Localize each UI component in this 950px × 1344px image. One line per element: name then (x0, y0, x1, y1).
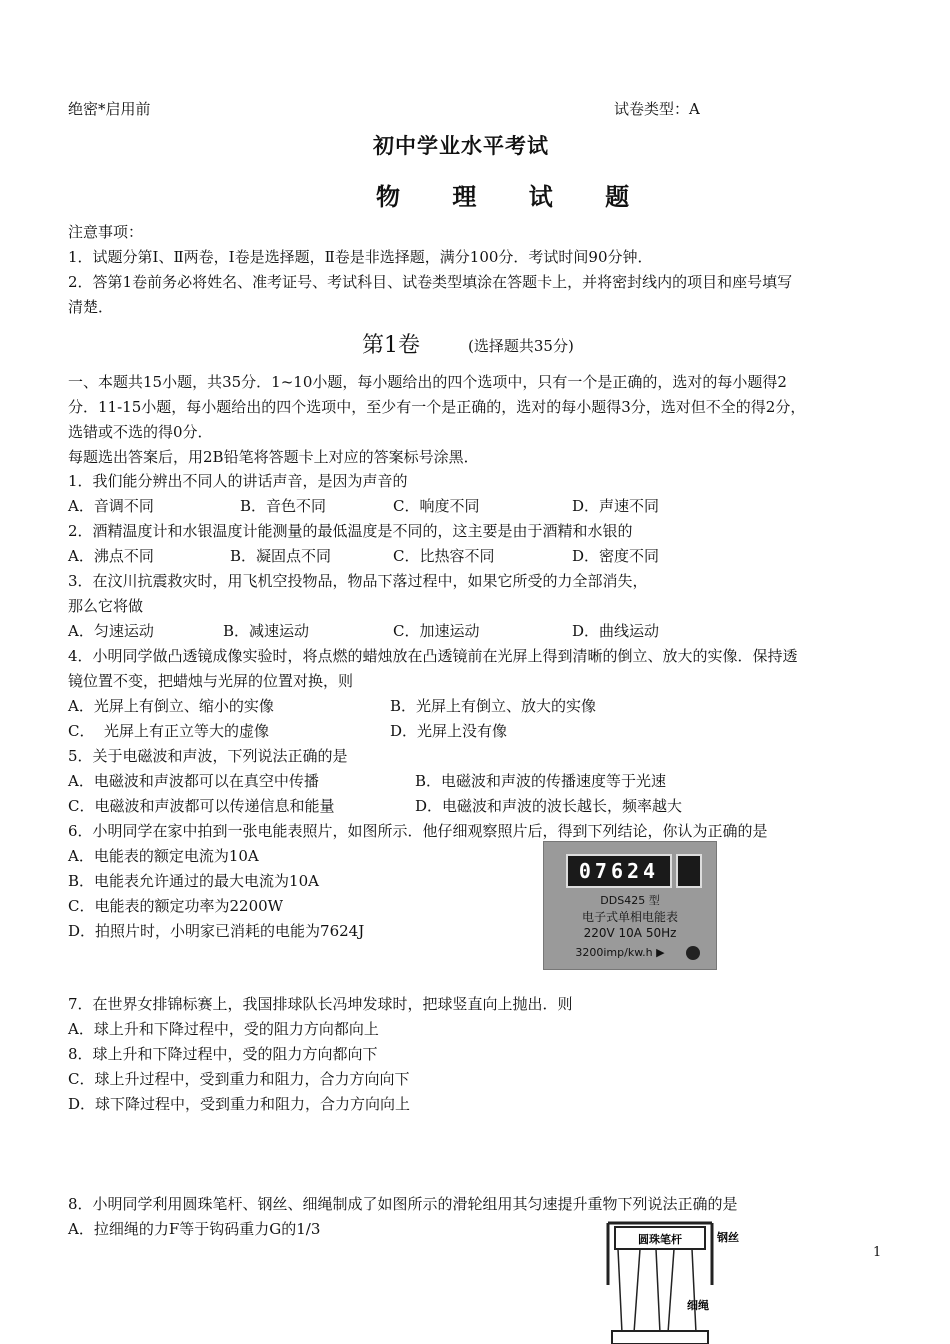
q1-option-c: C．响度不同 (393, 497, 480, 515)
paper-type-label: 试卷类型：A (614, 100, 700, 118)
q7-stem: 7．在世界女排锦标赛上，我国排球队长冯坤发球时，把球竖直向上抛出．则 (68, 995, 573, 1013)
q3-stem-cont: 那么它将做 (68, 597, 144, 615)
q7-option-b: 8．球上升和下降过程中，受的阻力方向都向下 (68, 1045, 378, 1063)
q5-option-d: D．电磁波和声波的波长越长，频率越大 (415, 797, 683, 815)
q4-stem: 4．小明同学做凸透镜成像实验时，将点燃的蜡烛放在凸透镜前在光屏上得到清晰的倒立、放大的实像．保持透 (68, 647, 798, 665)
pen-barrel-bottom (612, 1331, 708, 1344)
q2-stem: 2．酒精温度计和水银温度计能测量的最低温度是不同的，这主要是由于酒精和水银的 (68, 522, 633, 540)
q4-option-c: C． 光屏上有正立等大的虚像 (68, 722, 270, 740)
volume-note: (选择题共35分) (468, 337, 574, 355)
meter-rating: 220V 10A 50Hz (583, 926, 677, 940)
q6-option-b: B．电能表允许通过的最大电流为10A (68, 872, 319, 890)
q6-stem: 6．小明同学在家中拍到一张电能表照片，如图所示．他仔细观察照片后，得到下列结论，你认为正确的是 (68, 822, 768, 840)
meter-name: 电子式单相电能表 (581, 910, 678, 924)
volume-label: 第1卷 (362, 333, 420, 358)
meter-indicator-icon (686, 946, 700, 960)
meter-unit-window (676, 854, 702, 888)
q5-option-b: B．电磁波和声波的传播速度等于光速 (415, 772, 667, 790)
q1-option-a: A．音调不同 (68, 497, 154, 515)
subject-title: 物 理 试 题 (376, 182, 652, 211)
q5-option-a: A．电磁波和声波都可以在真空中传播 (68, 772, 319, 790)
rope-4 (668, 1249, 674, 1333)
q3-option-c: C．加速运动 (393, 622, 480, 640)
section-instruction-2: 分．11-15小题，每小题给出的四个选项中，至少有一个是正确的，选对的每小题得3分，选对但不全的得2分， (68, 398, 806, 416)
notice-heading: 注意事项： (68, 223, 144, 241)
q1-option-d: D．声速不同 (572, 497, 660, 515)
q7-option-d: D．球下降过程中，受到重力和阻力，合力方向向上 (68, 1095, 411, 1113)
notice-item-2-cont: 清楚． (68, 298, 114, 316)
q2-option-c: C．比热容不同 (393, 547, 495, 565)
meter-constant: 3200imp/kw.h ▶ (575, 946, 665, 959)
q4-option-b: B．光屏上有倒立、放大的实像 (390, 697, 597, 715)
meter-reading: 07624 (566, 854, 672, 888)
rope-5 (692, 1249, 696, 1333)
section-instruction-3: 选错或不选的得0分． (68, 423, 213, 441)
meter-model: DDS425 型 (600, 894, 660, 907)
rope-1 (618, 1249, 622, 1333)
q4-stem-cont: 镜位置不变，把蜡烛与光屏的位置对换，则 (68, 672, 354, 690)
q3-stem: 3．在汶川抗震救灾时，用飞机空投物品，物品下落过程中，如果它所受的力全部消失， (68, 572, 648, 590)
q1-option-b: B．音色不同 (240, 497, 327, 515)
q6-option-a: A．电能表的额定电流为10A (68, 847, 259, 865)
exam-title: 初中学业水平考试 (373, 133, 549, 158)
rope-label: 细绳 (687, 1299, 709, 1312)
q7-option-a: A．球上升和下降过程中，受的阻力方向都向上 (68, 1020, 379, 1038)
q8-stem: 8．小明同学利用圆珠笔杆、钢丝、细绳制成了如图所示的滑轮组用其匀速提升重物下列说法正确的是 (68, 1195, 738, 1213)
electric-meter-photo (543, 841, 717, 970)
q3-option-d: D．曲线运动 (572, 622, 660, 640)
pulley-figure (600, 1215, 750, 1344)
q7-option-c: C．球上升过程中，受到重力和阻力，合力方向向下 (68, 1070, 410, 1088)
q3-option-a: A．匀速运动 (68, 622, 154, 640)
page-number: 1 (873, 1245, 882, 1260)
rope-2 (634, 1249, 640, 1333)
q2-option-a: A．沸点不同 (68, 547, 154, 565)
secrecy-label: 绝密*启用前 (68, 100, 151, 118)
q8-option-a: A．拉细绳的力F等于钩码重力G的1/3 (68, 1220, 321, 1238)
wire-label: 钢丝 (717, 1231, 739, 1244)
q5-option-c: C．电磁波和声波都可以传递信息和能量 (68, 797, 335, 815)
pen-label: 圆珠笔杆 (638, 1233, 682, 1246)
q2-option-d: D．密度不同 (572, 547, 660, 565)
notice-item-1: 1．试题分第Ⅰ、Ⅱ两卷，I卷是选择题，Ⅱ卷是非选择题，满分100分．考试时间90分钟． (68, 248, 653, 266)
section-instruction-1: 一、本题共15小题，共35分．1~10小题，每小题给出的四个选项中，只有一个是正确的，选对的每小题得2 (68, 373, 787, 391)
section-instruction-4: 每题选出答案后，用2B铅笔将答题卡上对应的答案标号涂黑． (68, 448, 479, 466)
q4-option-a: A．光屏上有倒立、缩小的实像 (68, 697, 274, 715)
q4-option-d: D．光屏上没有像 (390, 722, 508, 740)
q6-option-d: D．拍照片时，小明家已消耗的电能为7624J (68, 922, 365, 940)
q3-option-b: B．减速运动 (223, 622, 310, 640)
q5-stem: 5．关于电磁波和声波，下列说法正确的是 (68, 747, 348, 765)
q1-stem: 1．我们能分辨出不同人的讲话声音，是因为声音的 (68, 472, 408, 490)
rope-3 (656, 1249, 660, 1333)
q2-option-b: B．凝固点不同 (230, 547, 332, 565)
q6-option-c: C．电能表的额定功率为2200W (68, 897, 284, 915)
notice-item-2: 2．答第1卷前务必将姓名、准考证号、考试科目、试卷类型填涂在答题卡上，并将密封线内的项目和座号填写 (68, 273, 793, 291)
